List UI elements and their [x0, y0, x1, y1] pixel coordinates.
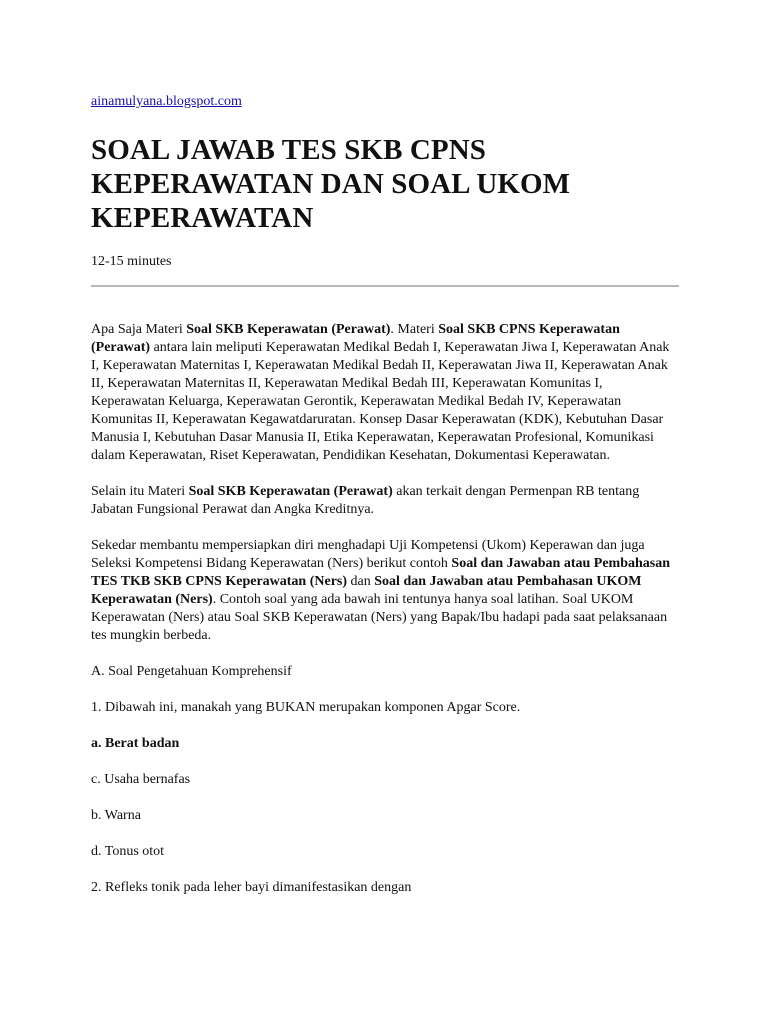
bold-span: Soal dan Jawaban atau Pembahasan UKOM Keperawatan (Ners) [91, 574, 642, 607]
question-1: 1. Dibawah ini, manakah yang BUKAN merupakan komponen Apgar Score. [91, 700, 521, 715]
answer-a [91, 735, 679, 753]
read-time: 12-15 minutes [91, 254, 172, 269]
article-body [91, 321, 679, 897]
text-span: . Contoh soal yang ada bawah ini tentunya hanya soal latihan. Soal UKOM Keperawatan (Ners) atau Soal SKB Keperawatan (Ners) yang Bapak/Ibu hadapi pada saat pelaksanaan tes mungkin berbeda. [91, 592, 668, 643]
document-page [91, 92, 679, 915]
bold-span: Soal SKB Keperawatan (Perawat) [188, 484, 393, 499]
question-2: 2. Refleks tonik pada leher bayi dimanifestasikan dengan [91, 880, 412, 895]
divider [91, 285, 679, 287]
text-span: antara lain meliputi Keperawatan Medikal Bedah I, Keperawatan Jiwa I, Keperawatan Anak I, Keperawatan Maternitas I, Keperawatan Medikal Bedah II, Keperawatan Jiwa II, Keperawatan Anak II, Keperawatan Maternitas II, Keperawatan Medikal Bedah III, Keperawatan Komunitas I, Keperawatan Keluarga, Keperawatan Gerontik, Keperawatan Medikal Bedah IV, Keperawatan Komunitas II, Keperawatan Kegawatdaruratan. Konsep Dasar Keperawatan (KDK), Kebutuhan Dasar Manusia I, Kebutuhan Dasar Manusia II, Etika Keperawatan, Keperawatan Profesional, Komunikasi dalam Keperawatan, Riset Keperawatan, Pendidikan Kesehatan, Dokumentasi Keperawatan. [91, 340, 670, 463]
text-span: Apa Saja Materi [91, 322, 187, 337]
text-span: dan [347, 574, 375, 589]
paragraph-intro [91, 321, 679, 465]
paragraph-ukom [91, 537, 679, 645]
text-span: akan terkait dengan Permenpan RB tentang Jabatan Fungsional Perawat dan Angka Kreditnya. [91, 484, 640, 517]
bold-span: Soal dan Jawaban atau Pembahasan TES TKB SKB CPNS Keperawatan (Ners) [91, 556, 671, 589]
option-b: b. Warna [91, 808, 141, 823]
bold-span: Soal SKB CPNS Keperawatan (Perawat) [91, 322, 620, 355]
bold-span: a. Berat badan [91, 736, 180, 751]
section-heading: A. Soal Pengetahuan Komprehensif [91, 664, 292, 679]
text-span: . Materi [390, 322, 439, 337]
option-c: c. Usaha bernafas [91, 772, 191, 787]
source-link[interactable]: ainamulyana.blogspot.com [91, 94, 242, 109]
paragraph-permenpan [91, 483, 679, 519]
bold-span: Soal SKB Keperawatan (Perawat) [186, 322, 391, 337]
text-span: Selain itu Materi [91, 484, 189, 499]
text-span: Sekedar membantu mempersiapkan diri menghadapi Uji Kompetensi (Ukom) Keperawan dan juga Seleksi Kompetensi Bidang Keperawatan (Ners) berikut contoh [91, 538, 645, 571]
option-d: d. Tonus otot [91, 844, 165, 859]
article-title: SOAL JAWAB TES SKB CPNS KEPERAWATAN DAN SOAL UKOM KEPERAWATAN [91, 134, 571, 234]
